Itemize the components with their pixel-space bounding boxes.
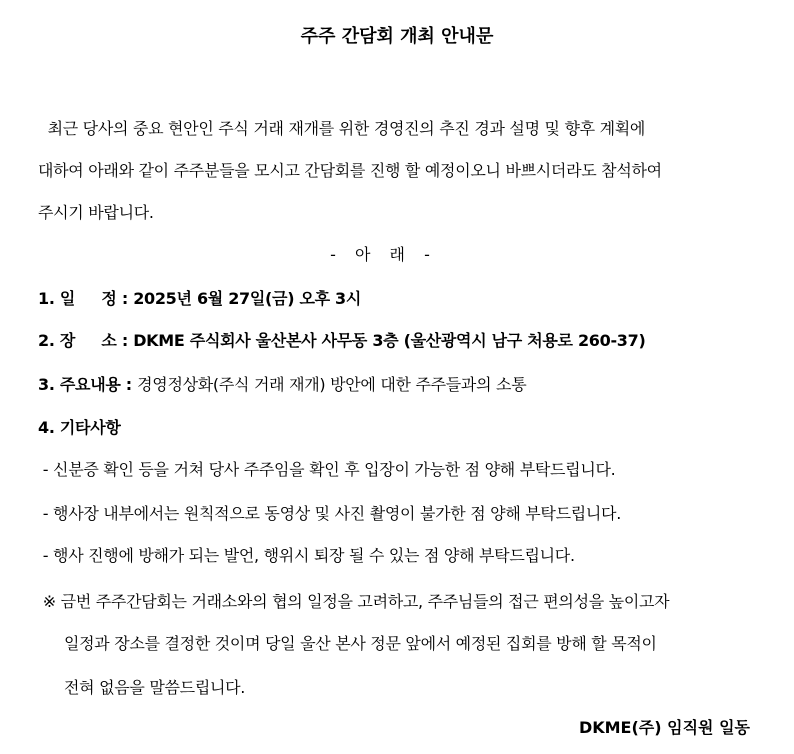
item-content (38, 374, 526, 396)
note-item-1: - 신분증 확인 등을 거쳐 당사 주주임을 확인 후 입장이 가능한 점 양해 부탁드립니다. (38, 460, 616, 479)
item-other (38, 417, 121, 439)
note-item-2: - 행사장 내부에서는 원칙적으로 동영상 및 사진 촬영이 불가한 점 양해 부탁드립니다. (38, 504, 621, 523)
separator-heading: - 아 래 - (330, 245, 430, 264)
intro-line-1: 최근 당사의 중요 현안인 주식 거래 재개를 위한 경영진의 추진 경과 설명 및 향후 계획에 (38, 119, 646, 138)
signature: DKME(주) 임직원 일동 (578, 718, 750, 737)
remark-line-1: ※ 금번 주주간담회는 거래소와의 협의 일정을 고려하고, 주주님들의 접근 편의성을 높이고자 (38, 592, 670, 611)
item-other-label: 4. 기타사항 (38, 418, 121, 437)
item-location-label: 2. 장 소 : (38, 331, 134, 350)
item-schedule-value: 2025년 6월 27일(금) 오후 3시 (133, 289, 362, 308)
item-content-value: 경영정상화(주식 거래 재개) 방안에 대한 주주들과의 소통 (137, 375, 527, 394)
intro-line-3: 주시기 바랍니다. (38, 203, 154, 222)
document-title: 주주 간담회 개최 안내문 (300, 26, 494, 47)
remark-line-3: 전혀 없음을 말씀드립니다. (64, 678, 246, 697)
item-content-label: 3. 주요내용 : (38, 375, 138, 394)
remark-line-2: 일정과 장소를 결정한 것이며 당일 울산 본사 정문 앞에서 예정된 집회를 방해 할 목적이 (64, 634, 657, 653)
item-schedule (38, 288, 361, 310)
item-location (38, 330, 645, 352)
note-item-3: - 행사 진행에 방해가 되는 발언, 행위시 퇴장 될 수 있는 점 양해 부탁드립니다. (38, 546, 575, 565)
item-schedule-label: 1. 일 정 : (38, 289, 134, 308)
item-location-value: DKME 주식회사 울산본사 사무동 3층 (울산광역시 남구 처용로 260-37) (133, 331, 646, 350)
intro-line-2: 대하여 아래와 같이 주주분들을 모시고 간담회를 진행 할 예정이오니 바쁘시더라도 참석하여 (38, 161, 662, 180)
